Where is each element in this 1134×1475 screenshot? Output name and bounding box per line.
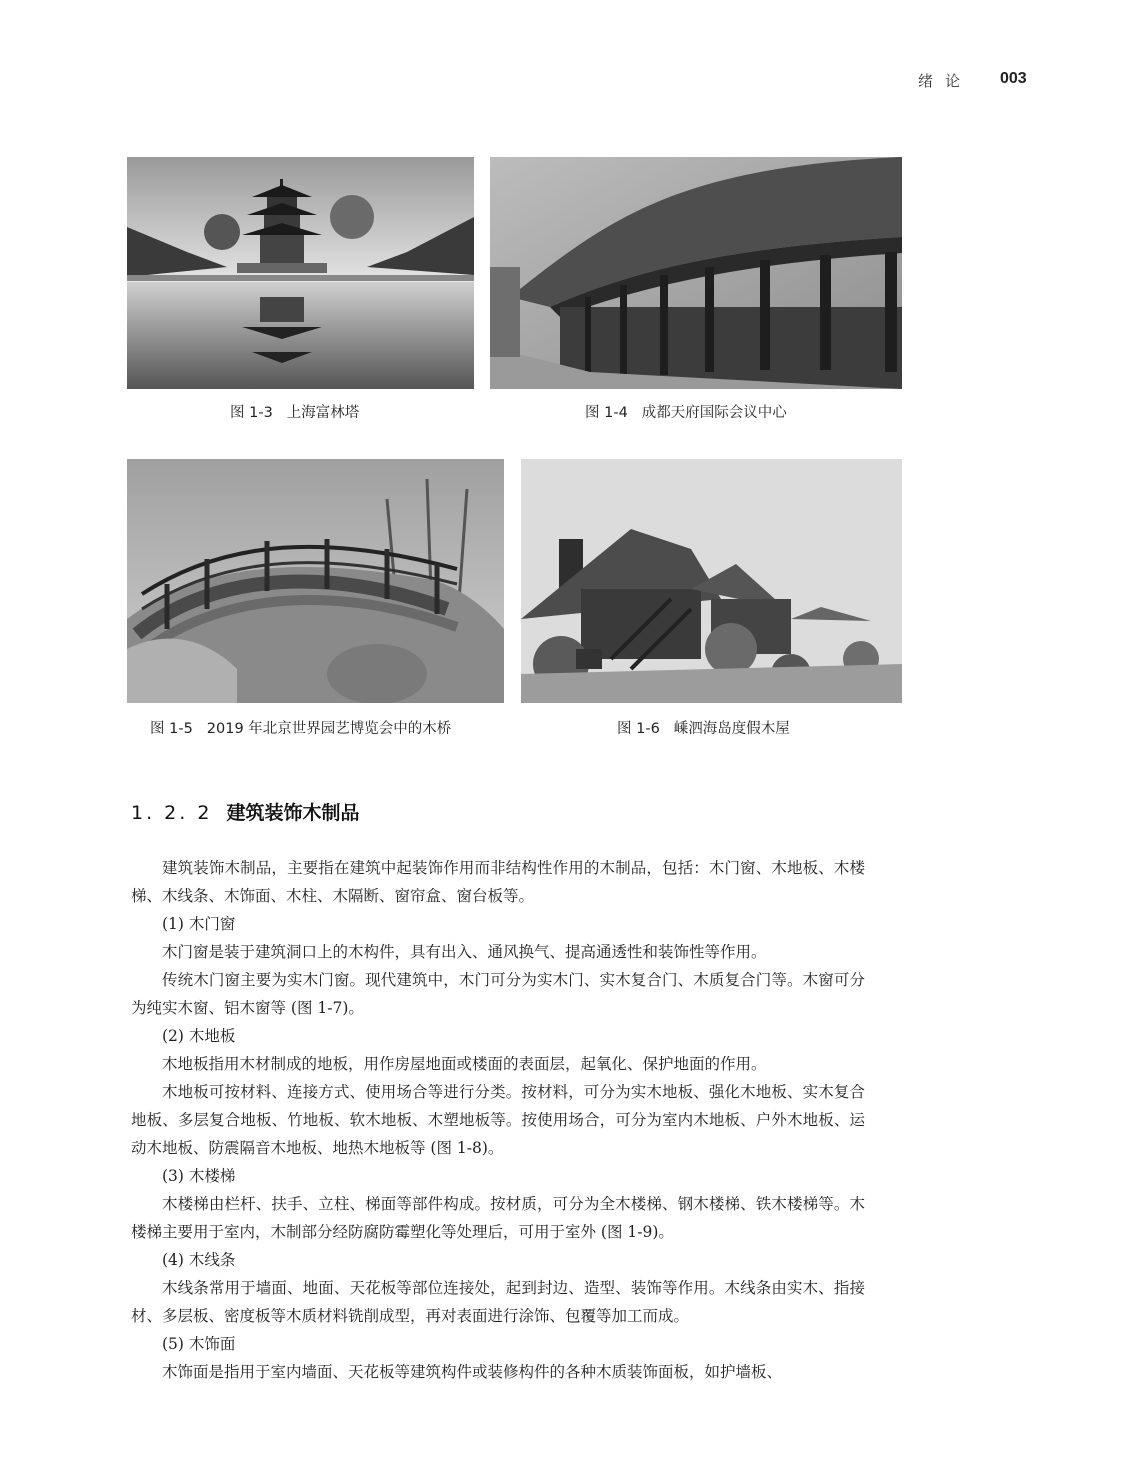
body-paragraph: 木饰面是指用于室内墙面、天花板等建筑构件或装修构件的各种木质装饰面板，如护墙板、 [162, 1363, 783, 1381]
body-paragraph: 建筑装饰木制品，主要指在建筑中起装饰作用而非结构性作用的木制品，包括：木门窗、木地板、木楼梯、木线条、木饰面、木柱、木隔断、窗帘盒、窗台板等。 [131, 859, 865, 905]
body-text [131, 854, 865, 1386]
body-paragraph: 木楼梯由栏杆、扶手、立柱、梯面等部件构成。按材质，可分为全木楼梯、钢木楼梯、铁木楼梯等。木楼梯主要用于室内，木制部分经防腐防霉塑化等处理后，可用于室外 (图 1-9)。 [131, 1195, 865, 1241]
conference-center-photo [490, 157, 902, 389]
body-paragraph: 木线条常用于墙面、地面、天花板等部位连接处，起到封边、造型、装饰等作用。木线条由实木、指接材、多层板、密度板等木质材料铣削成型，再对表面进行涂饰、包覆等加工而成。 [131, 1279, 865, 1325]
body-paragraph: 传统木门窗主要为实木门窗。现代建筑中，木门可分为实木门、实木复合门、木质复合门等。木窗可分为纯实木窗、铝木窗等 (图 1-7)。 [131, 971, 865, 1017]
body-paragraph: (1) 木门窗 [162, 915, 236, 933]
figure-number: 图 1-6 [617, 721, 660, 737]
section-title: 建筑装饰木制品 [226, 802, 360, 824]
figure-caption [585, 401, 787, 422]
body-paragraph: (5) 木饰面 [162, 1335, 236, 1353]
pagoda-photo [127, 157, 474, 389]
body-paragraph: (3) 木楼梯 [162, 1167, 236, 1185]
figure-title: 嵊泗海岛度假木屋 [673, 721, 790, 737]
body-paragraph: (4) 木线条 [162, 1251, 236, 1269]
page-number: 003 [1000, 70, 1027, 87]
section-heading [131, 798, 359, 825]
body-paragraph: 木门窗是装于建筑洞口上的木构件，具有出入、通风换气、提高通透性和装饰性等作用。 [162, 943, 767, 961]
wooden-bridge-photo [127, 459, 504, 703]
body-paragraph: 木地板可按材料、连接方式、使用场合等进行分类。按材料，可分为实木地板、强化木地板、实木复合地板、多层复合地板、竹地板、软木地板、木塑地板等。按使用场合，可分为室内木地板、户外木地板、运动木地板、防震隔音木地板、地热木地板等 (图 1-8)。 [131, 1083, 865, 1157]
figure-caption [230, 401, 359, 422]
figure-number: 图 1-3 [230, 405, 273, 421]
chapter-title: 绪论 [918, 72, 973, 90]
section-number: 1. 2. 2 [131, 802, 213, 824]
figure-title: 成都天府国际会议中心 [641, 405, 787, 421]
figure-caption [150, 717, 451, 738]
body-paragraph: (2) 木地板 [162, 1027, 236, 1045]
figure-number: 图 1-4 [585, 405, 628, 421]
figure-title: 2019 年北京世界园艺博览会中的木桥 [206, 721, 452, 737]
figure-title: 上海富林塔 [286, 405, 360, 421]
wooden-cabin-photo [521, 459, 902, 703]
figure-number: 图 1-5 [150, 721, 193, 737]
body-paragraph: 木地板指用木材制成的地板，用作房屋地面或楼面的表面层，起氧化、保护地面的作用。 [162, 1055, 767, 1073]
figure-caption [617, 717, 790, 738]
